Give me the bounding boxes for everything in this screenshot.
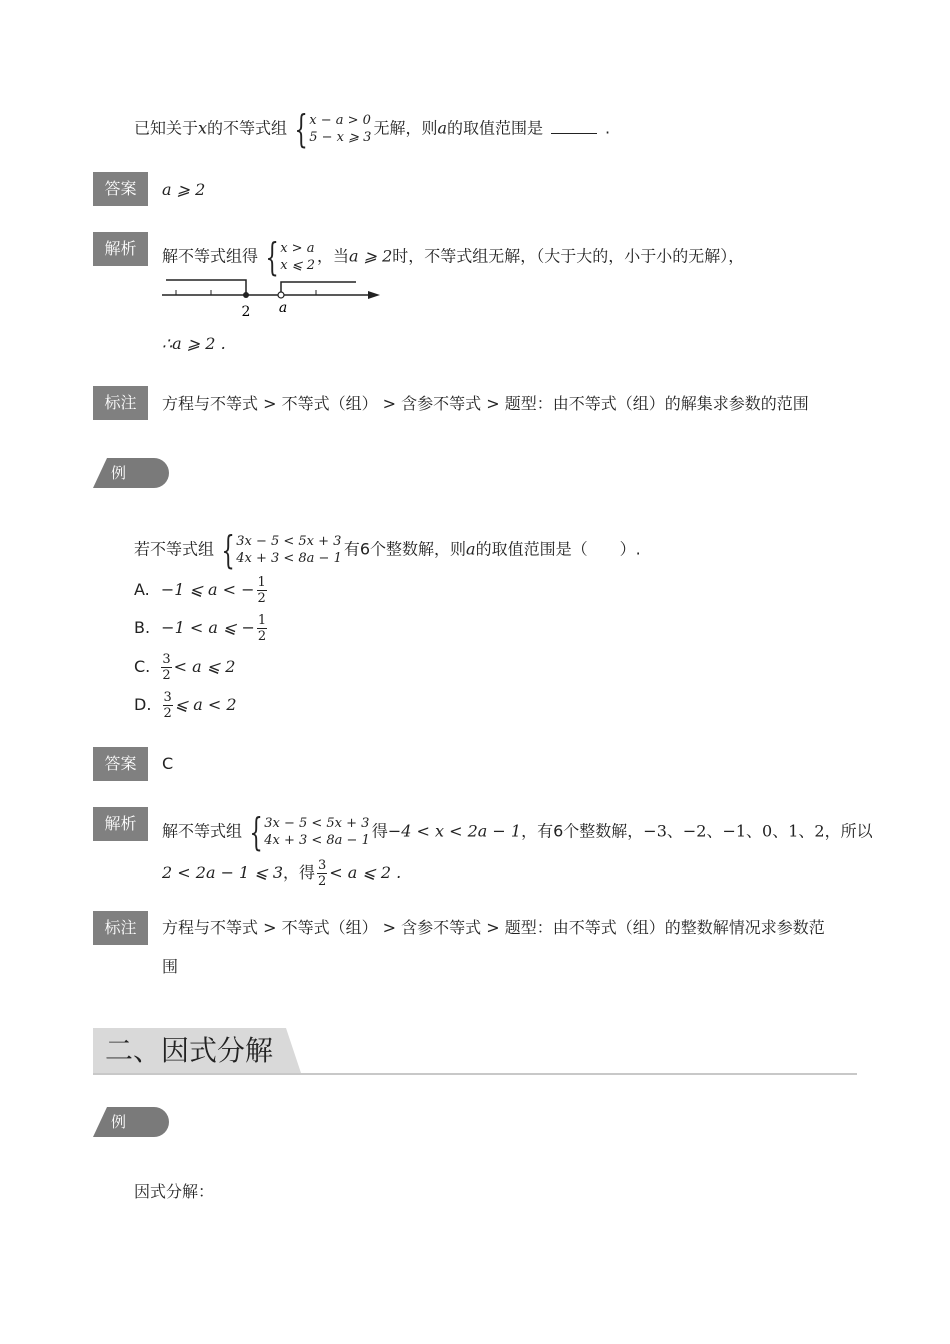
option-a-label: A.: [134, 580, 150, 599]
option-d-fraction: $\frac{3}{2}$: [163, 690, 172, 721]
option-c-fraction: $\frac{3}{2}$: [162, 652, 171, 683]
q3-answer-content: a ⩾ 2: [162, 180, 206, 199]
label-2: 2: [241, 304, 251, 320]
number-line: [160, 276, 390, 320]
ex4-analysis-line2: [162, 858, 401, 889]
option-b-math: −1 < a ⩽ −: [161, 618, 255, 637]
ex4-analysis-ineq: −4 < x < 2a − 1: [387, 821, 522, 841]
q3-note-content: 方程与不等式 > 不等式（组） > 含参不等式 > 题型：由不等式（组）的解集求参数的范围: [162, 394, 809, 413]
ex4-analysis-line1: [162, 810, 873, 854]
q3-conclusion: ∴a ⩾ 2 .: [162, 334, 226, 353]
option-d-math: ⩽ a < 2: [174, 695, 237, 714]
q3-end: .: [605, 118, 611, 138]
q3-var-a: a: [437, 118, 448, 138]
closed-dot: [243, 292, 249, 298]
label-a: a: [278, 300, 288, 316]
q3-var-x: x: [198, 118, 208, 138]
option-a-fraction: $\frac{1}{2}$: [257, 575, 266, 606]
ex4-note-line1: 方程与不等式 > 不等式（组） > 含参不等式 > 题型：由不等式（组）的整数解情况求参数范: [162, 918, 825, 937]
q3-mid: 的不等式组: [207, 118, 288, 138]
ex4-analysis-ints: −3、−2、−1、0、1、2: [643, 821, 825, 841]
ex4-analysis-fraction: $\frac{3}{2}$: [318, 858, 327, 889]
ex4-analysis-sys-row1: 3x − 5 < 5x + 3: [264, 816, 370, 831]
q3-analysis-sys-row2: x ⩽ 2: [280, 258, 315, 273]
solution-bracket-left: [166, 280, 246, 295]
q3-analysis-line: [162, 235, 745, 279]
option-c[interactable]: [134, 652, 235, 683]
ex5-stem: 因式分解：: [134, 1182, 215, 1201]
q3-stem: [134, 107, 611, 151]
q3-prefix: 已知关于: [134, 118, 199, 138]
ex4-analysis-l2-pre: 2 < 2a − 1 ⩽ 3: [162, 863, 283, 882]
option-b-label: B.: [134, 618, 151, 637]
option-a[interactable]: [134, 575, 269, 606]
note-tag: 标注: [93, 386, 148, 420]
answer-blank: [551, 119, 597, 134]
q3-analysis-system: { x > a x ⩽ 2: [265, 235, 315, 279]
ex4-analysis-t1: 得: [371, 821, 388, 841]
q3-analysis-cond: a ⩾ 2: [348, 246, 393, 266]
answer-tag: 答案: [93, 172, 148, 206]
q3-analysis-prefix: 解不等式组得: [162, 246, 259, 266]
ex4-sys-row1: 3x − 5 < 5x + 3: [236, 534, 342, 549]
option-b-fraction: $\frac{1}{2}$: [257, 613, 267, 644]
ex4-prefix: 若不等式组: [134, 539, 215, 559]
ex4-var-a: a: [466, 539, 476, 559]
q3-suffix-a: 无解，则: [373, 118, 438, 138]
ex4-analysis-sys-row2: 4x + 3 < 8a − 1: [264, 833, 370, 848]
example-5-text: 例题5: [111, 1113, 127, 1191]
ex4-system: { 3x − 5 < 5x + 3 4x + 3 < 8a − 1: [221, 528, 342, 572]
analysis-tag: 解析: [93, 807, 148, 841]
solution-bracket-right: [281, 282, 356, 295]
option-d[interactable]: [134, 690, 237, 721]
q3-analysis-t2: 时，不等式组无解，（大于大的，小于小的无解），: [392, 246, 745, 266]
option-c-math: < a ⩽ 2: [173, 657, 236, 676]
option-c-label: C.: [134, 657, 151, 676]
ex4-t1: 有6个整数解，则: [343, 539, 467, 559]
option-d-label: D.: [134, 695, 152, 714]
open-dot: [278, 292, 284, 298]
option-b[interactable]: [134, 613, 269, 644]
note-tag: 标注: [93, 911, 148, 945]
ex4-sys-row2: 4x + 3 < 8a − 1: [236, 551, 342, 566]
section-header: [93, 1028, 857, 1076]
ex4-analysis-t2: ，有6个整数解，: [521, 821, 644, 841]
ex4-analysis-l2-post: < a ⩽ 2 .: [329, 863, 402, 882]
ex4-analysis-t3: ，所以: [824, 821, 873, 841]
number-line-arrow: [368, 291, 380, 299]
ex4-note-line2: 围: [162, 957, 179, 976]
ex4-analysis-prefix: 解不等式组: [162, 821, 243, 841]
analysis-tag: 解析: [93, 232, 148, 266]
example-4-text: 例题4: [111, 464, 127, 542]
q3-analysis-sys-row1: x > a: [280, 241, 315, 256]
section-title: 二、因式分解: [105, 1034, 274, 1067]
q3-sys-row2: 5 − x ⩾ 3: [309, 130, 372, 145]
answer-tag: 答案: [93, 747, 148, 781]
q3-sys-row1: x − a > 0: [309, 113, 371, 128]
ex4-stem: [134, 528, 641, 572]
ex4-answer-content: C: [162, 754, 174, 773]
ex4-t2: 的取值范围是（ ）.: [475, 539, 641, 559]
ex4-analysis-l2-mid: ，得: [283, 863, 316, 882]
ex4-analysis-system: { 3x − 5 < 5x + 3 4x + 3 < 8a − 1: [249, 810, 370, 854]
option-a-math: −1 ⩽ a < −: [160, 580, 255, 599]
q3-analysis-t1: ，当: [316, 246, 349, 266]
q3-suffix-b: 的取值范围是: [447, 118, 544, 138]
q3-system: { x − a > 0 5 − x ⩾ 3: [294, 107, 372, 151]
